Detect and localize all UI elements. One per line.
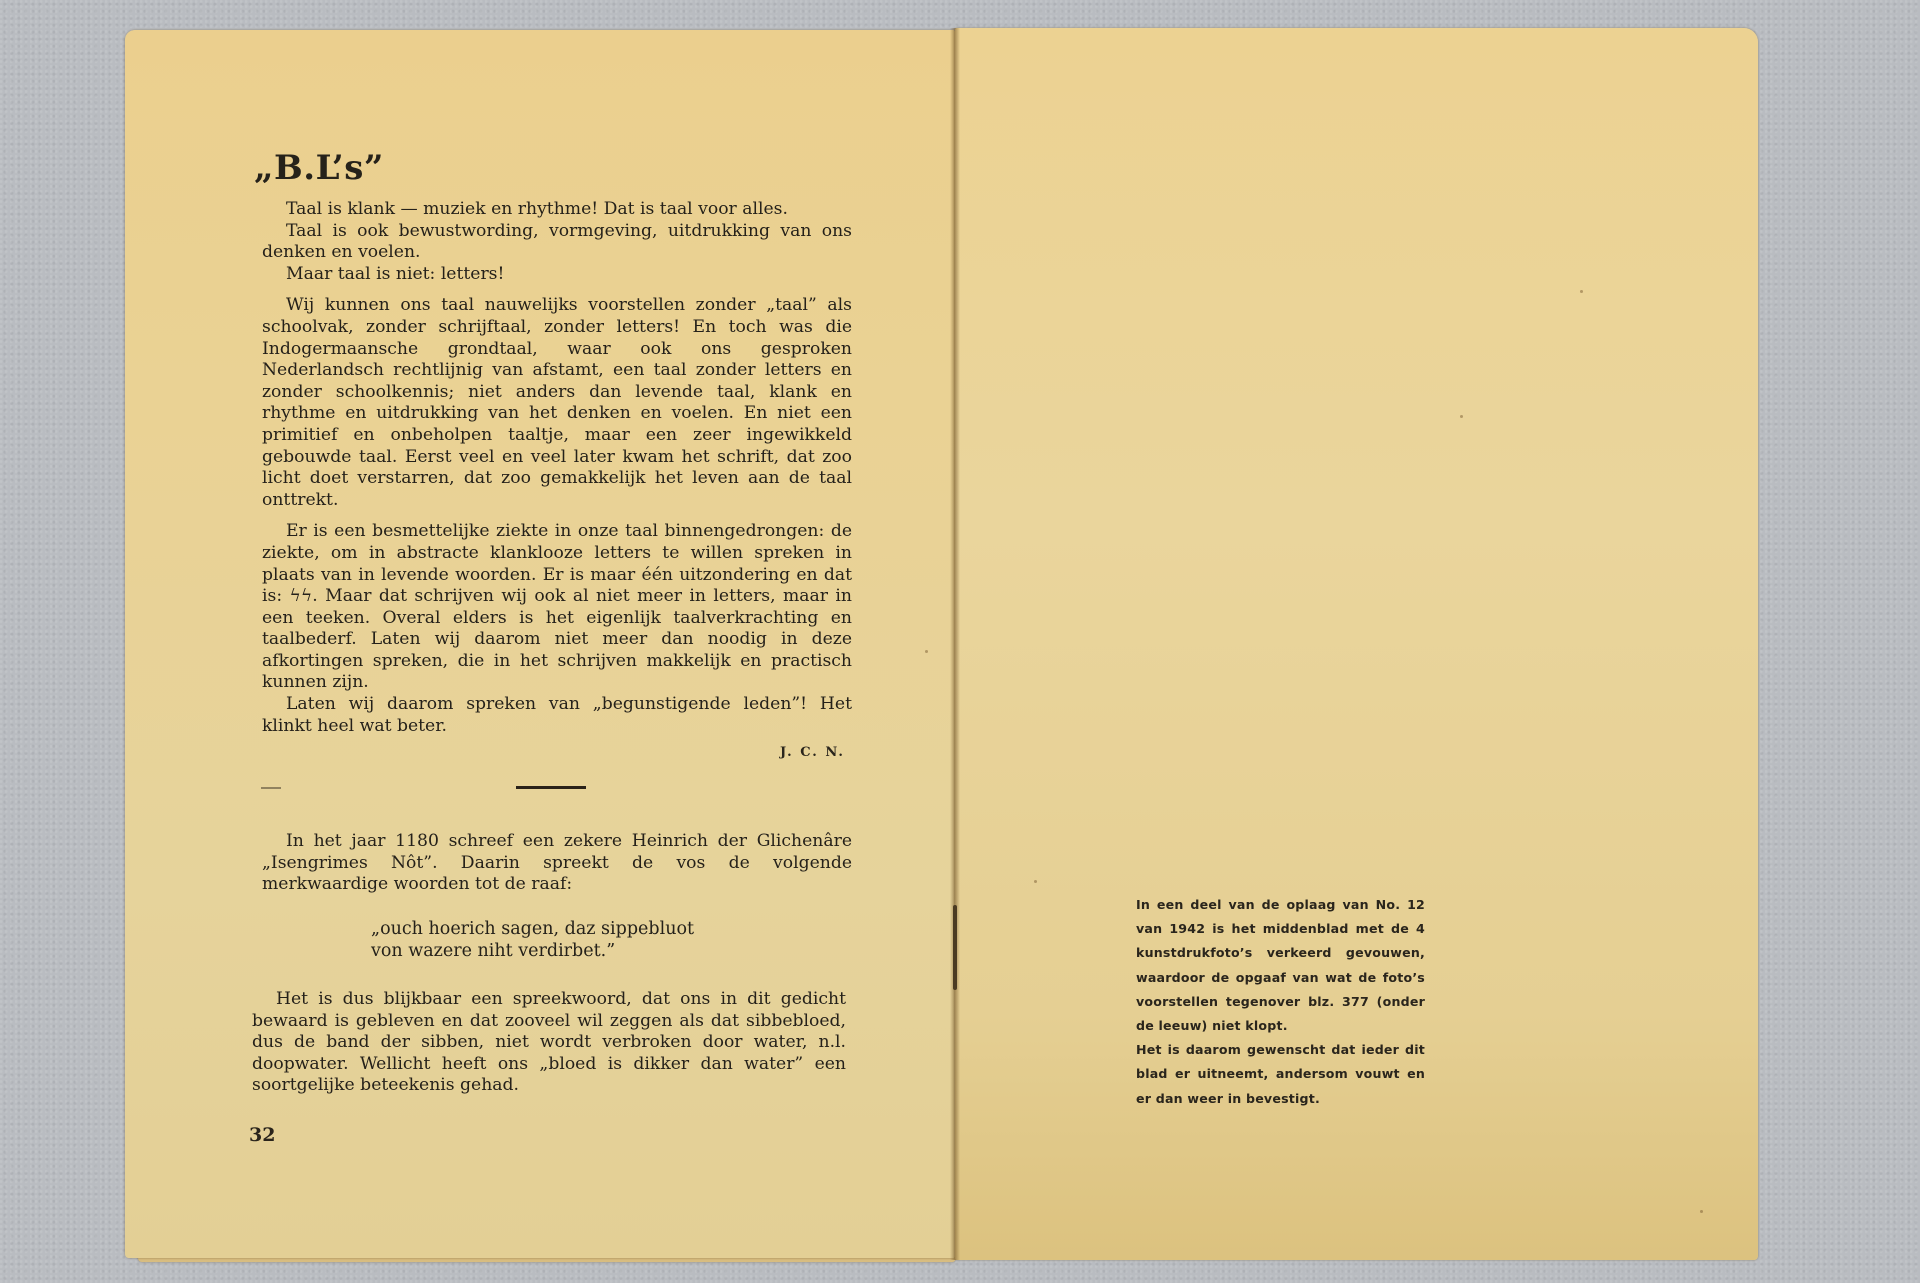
paragraph: Maar taal is niet: letters! — [286, 263, 505, 284]
paper-speck — [1460, 415, 1463, 418]
paper-speck — [925, 650, 928, 653]
faint-mark — [261, 787, 281, 789]
page-number: 32 — [249, 1124, 276, 1146]
poem-quote — [371, 918, 694, 962]
article-title: „B.L’s” — [254, 148, 384, 188]
paragraph: Taal is klank — muziek en rhythme! Dat is taal voor alles. — [286, 199, 788, 219]
quote-line: „ouch hoerich sagen, daz sippebluot — [371, 919, 695, 939]
paper-speck — [1034, 880, 1037, 883]
paragraph: Laten wij daarom spreken van „begunstigende leden”! Het klinkt heel wat beter. — [262, 694, 852, 736]
article-1-body — [262, 199, 852, 737]
paragraph: Het is dus blijkbaar een spreekwoord, dat ons in dit gedicht bewaard is gebleven en dat zooveel wil zeggen als dat sibbebloed, dus de band der sibben, niet wordt verbroken door water, n.l. doopwater. Wellicht heeft ons „bloed is dikker dan water” een soortgelijke beteekenis gehad. — [252, 989, 846, 1096]
book-spine-gutter — [950, 28, 960, 1260]
paragraph: Er is een besmettelijke ziekte in onze taal binnengedrongen: de ziekte, om in abstracte klanklooze letters te willen spreken in plaats van in levende woorden. Er is maar één uitzondering en dat is: ϟϟ. Maar dat schrijven wij ook al niet meer in letters, maar in een teeken. Overal elders is het eigenlijk taalverkrachting en taalbederf. Laten wij daarom niet meer dan noodig in deze afkortingen spreken, die in het schrijven makkelijk en practisch kunnen zijn. — [262, 521, 852, 693]
errata-notice — [1136, 893, 1425, 1111]
paragraph: Taal is ook bewustwording, vormgeving, uitdrukking van ons denken en voelen. — [262, 220, 852, 263]
article-2-conclusion — [252, 989, 846, 1097]
notice-paragraph: In een deel van de oplaag van No. 12 van 1942 is het middenblad met de 4 kunstdrukfoto’s verkeerd gevouwen, waardoor de opgaaf van wat de foto’s voorstellen tegenover blz. 377 (onder de leeuw) niet klopt. — [1136, 897, 1425, 1034]
paper-speck — [1580, 290, 1583, 293]
author-signature: J. C. N. — [780, 745, 845, 760]
paragraph: In het jaar 1180 schreef een zekere Heinrich der Glichenâre „Isengrimes Nôt”. Daarin spreekt de vos de volgende merkwaardige woorden tot de raaf: — [262, 831, 852, 895]
article-2-intro — [262, 831, 852, 896]
paragraph: Wij kunnen ons taal nauwelijks voorstellen zonder „taal” als schoolvak, zonder schrijftaal, zonder letters! En toch was die Indogermaansche grondtaal, waar ook ons gesproken Nederlandsch rechtlijnig van afstamt, een taal zonder letters en zonder schoolkennis; niet anders dan levende taal, klank en rhythme en uitdrukking van het denken en voelen. En niet een primitief en onbeholpen taaltje, maar een zeer ingewikkeld gebouwde taal. Eerst veel en veel later kwam het schrift, dat zoo licht doet verstarren, dat zoo gemakkelijk het leven aan de taal onttrekt. — [262, 295, 852, 510]
section-divider — [516, 786, 586, 789]
notice-paragraph: Het is daarom gewenscht dat ieder dit blad er uitneemt, andersom vouwt en er dan weer in bevestigt. — [1136, 1042, 1425, 1106]
spine-staple — [953, 905, 957, 990]
quote-line: von wazere niht verdirbet.” — [371, 941, 616, 961]
paper-speck — [1700, 1210, 1703, 1213]
